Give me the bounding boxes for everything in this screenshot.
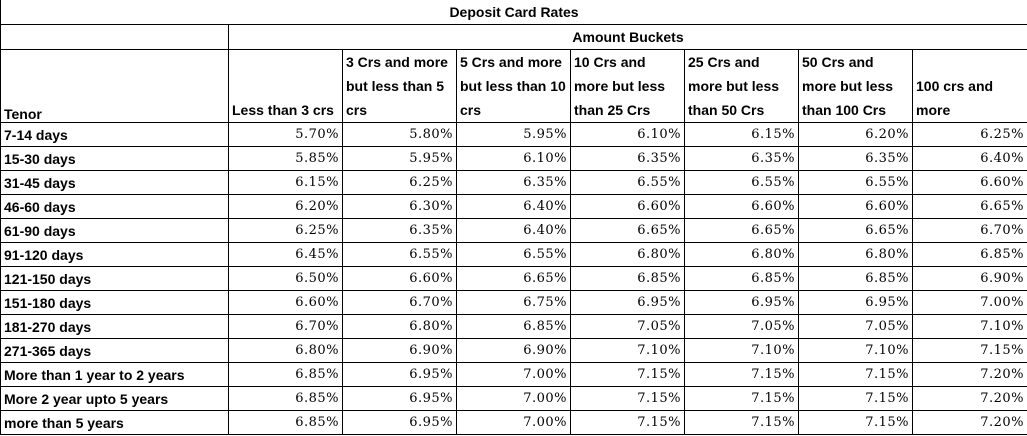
rate-cell: 6.70% (343, 291, 457, 315)
rate-cell: 6.90% (343, 339, 457, 363)
table-row (1, 267, 1027, 291)
rate-cell: 6.65% (799, 219, 913, 243)
rate-cell: 6.65% (571, 219, 685, 243)
rate-cell: 7.00% (457, 387, 571, 411)
bucket-header: Less than 3 crs (229, 50, 343, 123)
rate-cell: 6.35% (343, 219, 457, 243)
rate-cell: 6.10% (457, 147, 571, 171)
rate-cell: 6.95% (343, 387, 457, 411)
tenor-cell: more than 5 years (1, 411, 229, 435)
bucket-header: 3 Crs and more but less than 5 crs (343, 50, 457, 123)
rate-cell: 7.15% (799, 387, 913, 411)
rate-cell: 6.85% (229, 363, 343, 387)
rate-cell: 6.85% (571, 267, 685, 291)
bucket-header: 50 Crs and more but less than 100 Crs (799, 50, 913, 123)
rate-cell: 6.85% (685, 267, 799, 291)
rate-cell: 6.20% (799, 123, 913, 147)
rate-cell: 7.10% (799, 339, 913, 363)
rate-cell: 6.40% (457, 219, 571, 243)
table-row (1, 411, 1027, 435)
rate-cell: 6.65% (457, 267, 571, 291)
rate-cell: 6.85% (799, 267, 913, 291)
rate-cell: 7.10% (913, 315, 1027, 339)
table-row (1, 195, 1027, 219)
rate-cell: 6.95% (571, 291, 685, 315)
rate-cell: 7.20% (913, 363, 1027, 387)
rate-cell: 7.15% (571, 411, 685, 435)
rate-cell: 6.95% (343, 411, 457, 435)
rate-cell: 7.15% (571, 363, 685, 387)
rate-cell: 6.35% (457, 171, 571, 195)
rate-cell: 6.85% (913, 243, 1027, 267)
tenor-cell: 7-14 days (1, 123, 229, 147)
rate-cell: 6.80% (343, 315, 457, 339)
rate-cell: 7.20% (913, 387, 1027, 411)
rate-cell: 6.70% (229, 315, 343, 339)
rate-cell: 7.05% (571, 315, 685, 339)
tenor-cell: 31-45 days (1, 171, 229, 195)
rate-cell: 6.80% (571, 243, 685, 267)
rate-cell: 7.15% (685, 387, 799, 411)
rate-cell: 6.70% (913, 219, 1027, 243)
rate-cell: 6.60% (571, 195, 685, 219)
tenor-cell: 271-365 days (1, 339, 229, 363)
rate-cell: 5.95% (457, 123, 571, 147)
rate-cell: 6.45% (229, 243, 343, 267)
rate-cell: 7.15% (799, 411, 913, 435)
rate-cell: 6.20% (229, 195, 343, 219)
table-row (1, 147, 1027, 171)
rate-cell: 7.15% (571, 387, 685, 411)
rate-cell: 6.65% (685, 219, 799, 243)
rate-cell: 6.85% (229, 387, 343, 411)
rate-cell: 5.80% (343, 123, 457, 147)
table-row (1, 363, 1027, 387)
tenor-cell: More than 1 year to 2 years (1, 363, 229, 387)
rate-cell: 6.35% (685, 147, 799, 171)
rate-cell: 6.40% (913, 147, 1027, 171)
rate-cell: 7.05% (799, 315, 913, 339)
rate-cell: 6.25% (913, 123, 1027, 147)
tenor-cell: 46-60 days (1, 195, 229, 219)
rate-cell: 6.30% (343, 195, 457, 219)
table-row (1, 243, 1027, 267)
rate-cell: 5.95% (343, 147, 457, 171)
tenor-cell: 151-180 days (1, 291, 229, 315)
rate-cell: 6.10% (571, 123, 685, 147)
table-row (1, 219, 1027, 243)
rate-cell: 6.80% (799, 243, 913, 267)
rate-cell: 6.85% (457, 315, 571, 339)
rate-cell: 6.55% (343, 243, 457, 267)
tenor-cell: 121-150 days (1, 267, 229, 291)
tenor-cell: 91-120 days (1, 243, 229, 267)
rate-cell: 6.25% (343, 171, 457, 195)
rate-cell: 7.15% (799, 363, 913, 387)
rate-cell: 6.55% (571, 171, 685, 195)
rate-cell: 6.65% (913, 195, 1027, 219)
rate-cell: 6.15% (685, 123, 799, 147)
rate-cell: 6.95% (799, 291, 913, 315)
rate-cell: 6.90% (913, 267, 1027, 291)
rate-cell: 6.50% (229, 267, 343, 291)
rate-cell: 6.90% (457, 339, 571, 363)
rate-cell: 7.15% (913, 339, 1027, 363)
tenor-cell: 181-270 days (1, 315, 229, 339)
bucket-header: 10 Crs and more but less than 25 Crs (571, 50, 685, 123)
tenor-cell: 61-90 days (1, 219, 229, 243)
rate-cell: 6.55% (457, 243, 571, 267)
rate-cell: 6.40% (457, 195, 571, 219)
rate-cell: 6.85% (229, 411, 343, 435)
rate-cell: 6.60% (685, 195, 799, 219)
rate-cell: 7.10% (571, 339, 685, 363)
bucket-header: 25 Crs and more but less than 50 Crs (685, 50, 799, 123)
tenor-cell: More 2 year upto 5 years (1, 387, 229, 411)
amount-buckets-title: Amount Buckets (229, 25, 1027, 50)
bucket-header: 5 Crs and more but less than 10 crs (457, 50, 571, 123)
rate-cell: 6.80% (685, 243, 799, 267)
rate-cell: 6.55% (685, 171, 799, 195)
rate-cell: 6.60% (343, 267, 457, 291)
bucket-header: 100 crs and more (913, 50, 1027, 123)
rate-cell: 6.25% (229, 219, 343, 243)
table-row (1, 171, 1027, 195)
table-row (1, 291, 1027, 315)
rate-cell: 7.00% (913, 291, 1027, 315)
rate-cell: 6.60% (799, 195, 913, 219)
rate-cell: 6.95% (685, 291, 799, 315)
rate-cell: 6.80% (229, 339, 343, 363)
table-row (1, 339, 1027, 363)
rate-cell: 7.15% (685, 363, 799, 387)
rate-cell: 6.35% (571, 147, 685, 171)
rate-cell: 6.60% (229, 291, 343, 315)
rate-cell: 6.15% (229, 171, 343, 195)
table-title: Deposit Card Rates (1, 0, 1027, 25)
rate-cell: 6.35% (799, 147, 913, 171)
table-row (1, 315, 1027, 339)
blank-cell (1, 25, 229, 50)
tenor-cell: 15-30 days (1, 147, 229, 171)
rate-cell: 6.95% (343, 363, 457, 387)
rate-cell: 7.05% (685, 315, 799, 339)
tenor-header: Tenor (1, 50, 229, 123)
rate-cell: 7.00% (457, 411, 571, 435)
rate-cell: 6.75% (457, 291, 571, 315)
rate-cell: 5.70% (229, 123, 343, 147)
rate-cell: 7.20% (913, 411, 1027, 435)
table-row (1, 123, 1027, 147)
table-row (1, 387, 1027, 411)
rate-cell: 6.55% (799, 171, 913, 195)
rate-cell: 7.15% (685, 411, 799, 435)
rate-cell: 6.60% (913, 171, 1027, 195)
rate-cell: 7.00% (457, 363, 571, 387)
rate-cell: 5.85% (229, 147, 343, 171)
rate-cell: 7.10% (685, 339, 799, 363)
